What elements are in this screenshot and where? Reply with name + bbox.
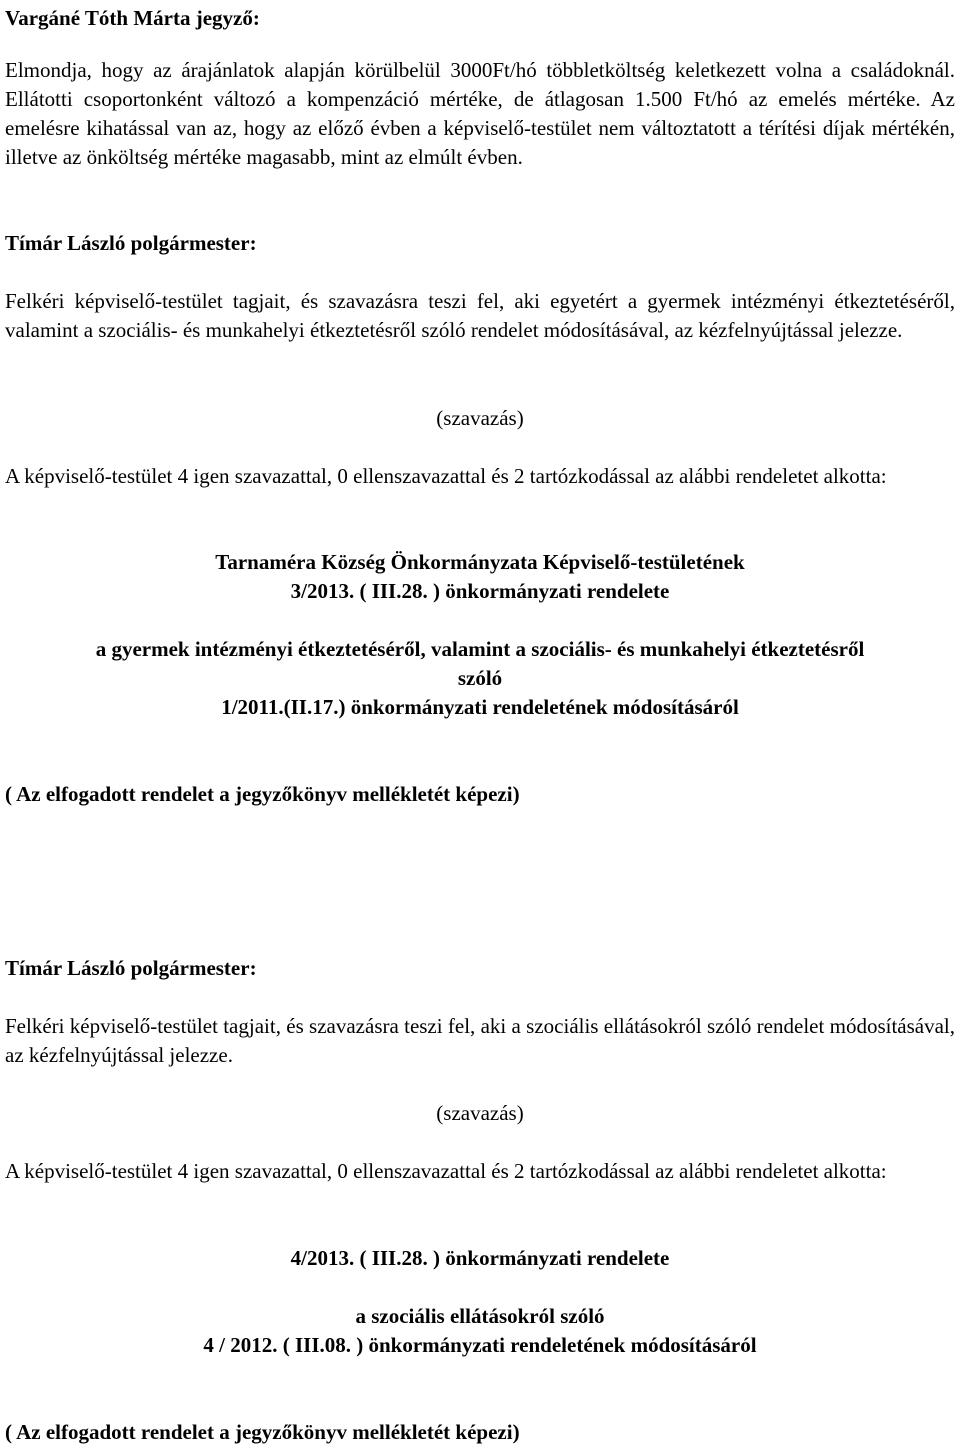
decree-1-title <box>5 548 955 606</box>
vote-result-2: A képviselő-testület 4 igen szavazattal, 0 ellenszavazattal és 2 tartózkodással az alábbi rendeletet alkotta: <box>5 1159 887 1183</box>
paragraph-polgarmester-1: Felkéri képviselő-testület tagjait, és szavazásra teszi fel, aki egyetért a gyermek intézményi étkeztetéséről, valamint a szociális- és munkahelyi étkeztetésről szóló rendelet módosításával, az kézfelnyújtással jelezze. <box>5 289 955 342</box>
decree-1-issuer: Tarnaméra Község Önkormányzata Képviselő-testületének <box>215 550 745 574</box>
decree-1-subject <box>5 635 955 722</box>
vote-result-1: A képviselő-testület 4 igen szavazattal, 0 ellenszavazattal és 2 tartózkodással az alábbi rendeletet alkotta: <box>5 464 887 488</box>
paragraph-polgarmester-2: Felkéri képviselő-testület tagjait, és szavazásra teszi fel, aki a szociális ellátásokról szóló rendelet módosításával, az kézfelnyújtással jelezze. <box>5 1014 955 1067</box>
decree-1-subject-szolo: szóló <box>457 666 503 690</box>
decree-1-amended: 1/2011.(II.17.) önkormányzati rendeletének módosításáról <box>221 695 739 719</box>
decree-1-annex-note: ( Az elfogadott rendelet a jegyzőkönyv mellékletét képezi) <box>5 782 520 806</box>
decree-2-subject-line: a szociális ellátásokról szóló <box>355 1304 605 1328</box>
decree-2-amended: 4 / 2012. ( III.08. ) önkormányzati rendeletének módosításáról <box>203 1333 757 1357</box>
decree-1-number: 3/2013. ( III.28. ) önkormányzati rendelete <box>290 579 670 603</box>
speaker-heading-polgarmester-1: Tímár László polgármester: <box>5 231 257 255</box>
decree-2-annex-note: ( Az elfogadott rendelet a jegyzőkönyv mellékletét képezi) <box>5 1420 520 1444</box>
decree-1-subject-line: a gyermek intézményi étkeztetéséről, valamint a szociális- és munkahelyi étkeztetésről <box>95 637 865 661</box>
decree-2-number: 4/2013. ( III.28. ) önkormányzati rendelete <box>290 1246 670 1270</box>
speaker-heading-jegyzo: Vargáné Tóth Márta jegyző: <box>5 6 260 30</box>
paragraph-jegyzo: Elmondja, hogy az árajánlatok alapján körülbelül 3000Ft/hó többletköltség keletkezett volna a családoknál. Ellátotti csoportonként változó a kompenzáció mértéke, de átlagosan 1.500 Ft/hó az emelés mértéke. Az emelésre kihatással van az, hogy az előző évben a képviselő-testület nem változtatott a térítési díjak mértékén, illetve az önköltség mértéke magasabb, mint az elmúlt évben. <box>5 58 955 169</box>
decree-2-subject <box>5 1302 955 1360</box>
vote-note-1: (szavazás) <box>436 406 524 430</box>
vote-note-2: (szavazás) <box>436 1101 524 1125</box>
speaker-heading-polgarmester-2: Tímár László polgármester: <box>5 956 257 980</box>
